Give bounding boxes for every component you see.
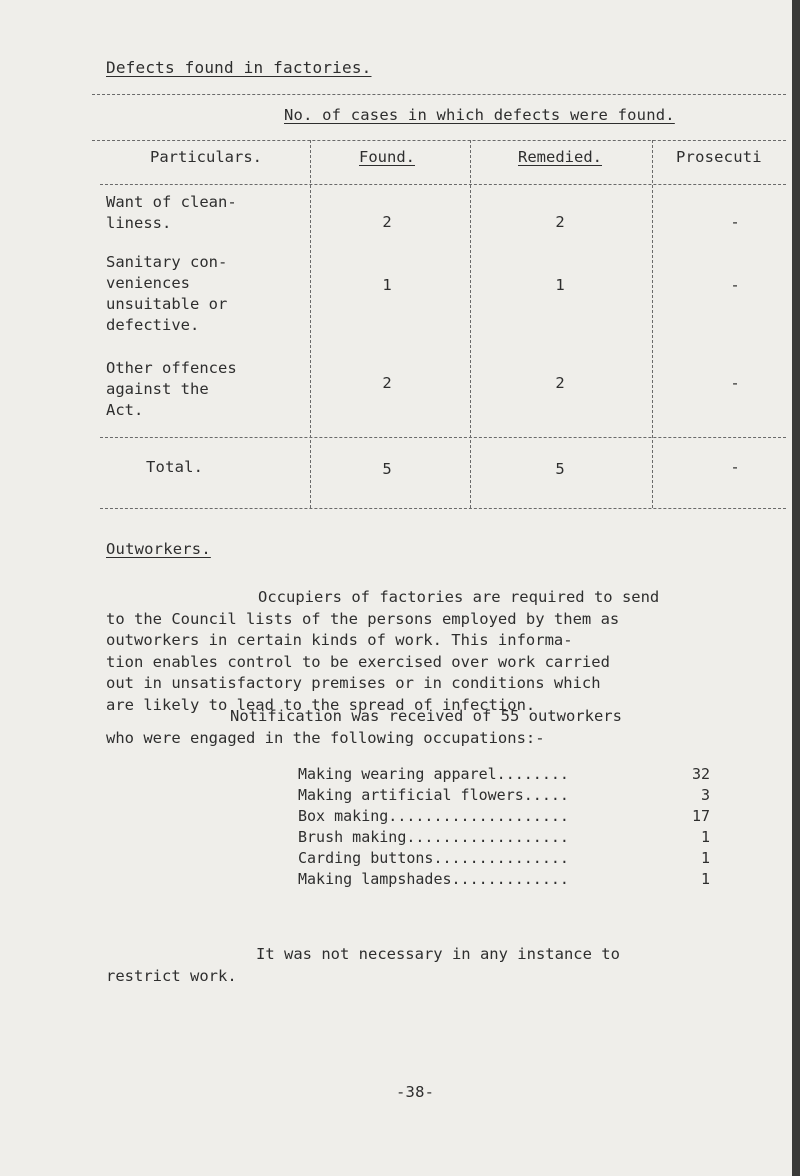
row2-prosecuted: -: [730, 276, 740, 294]
col-header-remedied: Remedied.: [518, 148, 602, 166]
total-remedied: 5: [555, 460, 565, 478]
table-group-header: No. of cases in which defects were found.: [284, 106, 675, 124]
outworkers-paragraph-3: It was not necessary in any instance to restrict work.: [106, 945, 620, 985]
col-header-prosecuted: Prosecuti: [676, 148, 762, 166]
total-prosecuted: -: [730, 458, 740, 476]
page-edge: [792, 0, 800, 1176]
occupations-list: [298, 764, 710, 890]
column-divider-1: [310, 140, 311, 508]
section-heading: Defects found in factories.: [106, 58, 372, 77]
list-item: Carding buttons............... 1: [298, 849, 710, 867]
row2-found: 1: [382, 276, 392, 294]
row3-found: 2: [382, 374, 392, 392]
row1-prosecuted: -: [730, 213, 740, 231]
row2-remedied: 1: [555, 276, 565, 294]
table-bottom-rule: [100, 508, 786, 509]
total-label: Total.: [146, 458, 204, 476]
row3-particular: Other offences against the Act.: [106, 359, 237, 419]
outworkers-paragraph-1: Occupiers of factories are required to send to the Council lists of the persons employed by them as outworkers in certain kinds of work. This informa- tion enables control to be exercised over work carried out in unsatisfactory premises or in conditions which are likely to lead to the spread of infection.: [106, 588, 660, 714]
list-item: Box making.................... 17: [298, 807, 710, 825]
list-item: Making artificial flowers..... 3: [298, 786, 710, 804]
list-item: Brush making.................. 1: [298, 828, 710, 846]
column-divider-3: [652, 140, 653, 508]
list-item: Making wearing apparel........ 32: [298, 765, 710, 783]
col-header-particulars: Particulars.: [150, 148, 262, 166]
subheader-rule: [100, 184, 786, 185]
col-header-found: Found.: [359, 148, 415, 166]
row2-particular: Sanitary con- veniences unsuitable or defective.: [106, 253, 228, 334]
total-found: 5: [382, 460, 392, 478]
header-rule: [92, 140, 786, 141]
total-rule: [100, 437, 786, 438]
outworkers-heading: Outworkers.: [106, 540, 211, 558]
column-divider-2: [470, 140, 471, 508]
list-item: Making lampshades............. 1: [298, 870, 710, 888]
row1-found: 2: [382, 213, 392, 231]
page-number: -38-: [396, 1083, 435, 1101]
row3-prosecuted: -: [730, 374, 740, 392]
outworkers-paragraph-2: Notification was received of 55 outworkers who were engaged in the following occupations:-: [106, 707, 622, 747]
row1-particular: Want of clean- liness.: [106, 193, 237, 232]
row3-remedied: 2: [555, 374, 565, 392]
row1-remedied: 2: [555, 213, 565, 231]
table-top-rule: [92, 94, 786, 95]
